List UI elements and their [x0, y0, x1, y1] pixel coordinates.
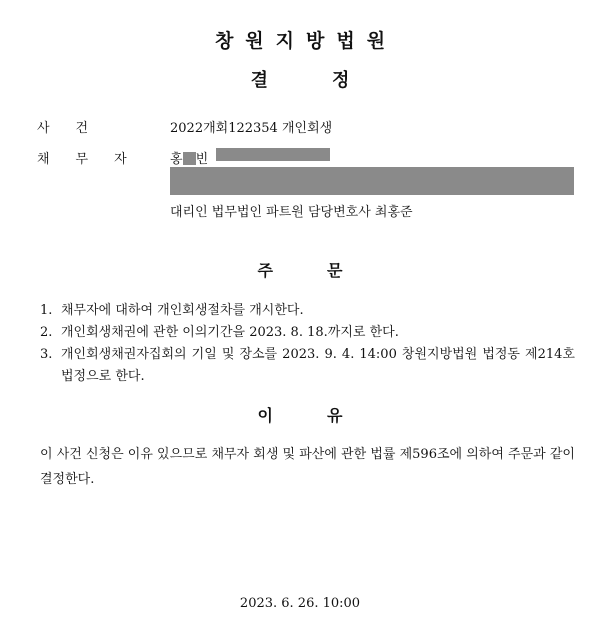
- order-text: 채무자에 대하여 개인회생절차를 개시한다.: [61, 303, 304, 318]
- debtor-name: [170, 148, 208, 167]
- redaction-block: [183, 152, 196, 165]
- list-item: [40, 322, 575, 344]
- redaction-block: [216, 148, 330, 161]
- order-number: 3.: [40, 347, 53, 362]
- reason-heading-left: 이: [257, 406, 273, 425]
- list-item: [40, 300, 575, 322]
- document-title-right: 정: [332, 70, 350, 91]
- order-heading-right: 문: [327, 261, 343, 280]
- debtor-row: [37, 148, 209, 167]
- order-list: [40, 300, 575, 388]
- debtor-name-prefix: 홍: [170, 152, 183, 167]
- case-number: 2022개회122354 개인회생: [170, 121, 333, 136]
- reason-text: 이 사건 신청은 이유 있으므로 채무자 회생 및 파산에 관한 법률 제596조에 의하여 주문과 같이 결정한다.: [40, 447, 575, 487]
- court-name: 창원지방법원: [214, 30, 398, 52]
- order-heading: [0, 258, 600, 281]
- debtor-agent: 대리인 법무법인 파트원 담당변호사 최홍준: [170, 205, 413, 220]
- debtor-label: 채무자: [37, 152, 153, 167]
- case-label: 사건: [37, 121, 115, 136]
- order-number: 2.: [40, 325, 53, 340]
- case-row: [37, 117, 333, 136]
- order-number: 1.: [40, 303, 53, 318]
- order-heading-left: 주: [257, 261, 273, 280]
- document-title: [0, 66, 600, 92]
- order-text: 개인회생채권자집회의 기일 및 장소를 2023. 9. 4. 14:00 창원지방법원 법정동 제214호 법정으로 한다.: [61, 347, 575, 384]
- redaction-block: [170, 167, 574, 195]
- list-item: [40, 344, 575, 388]
- document-title-left: 결: [250, 70, 268, 91]
- order-text: 개인회생채권에 관한 이의기간을 2023. 8. 18.까지로 한다.: [61, 325, 399, 340]
- reason-heading: [0, 403, 600, 426]
- decision-date: 2023. 6. 26. 10:00: [239, 596, 361, 611]
- debtor-name-suffix: 빈: [195, 152, 209, 167]
- reason-heading-right: 유: [327, 406, 343, 425]
